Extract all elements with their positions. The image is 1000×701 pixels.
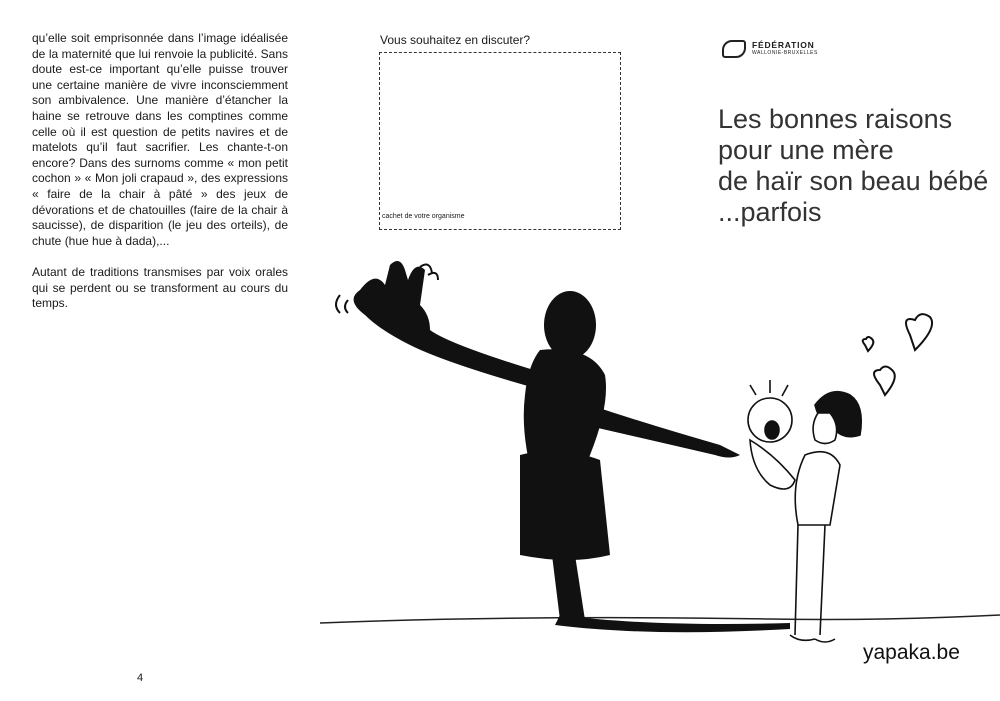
- paragraph-2: Autant de traditions transmises par voix orales qui se perdent ou se transforment au cours du temps.: [32, 264, 288, 311]
- title-line-1: Les bonnes raisons: [718, 104, 953, 134]
- website-link[interactable]: yapaka.be: [863, 641, 960, 664]
- hearts: [863, 314, 932, 395]
- title-line-2: pour une mère: [718, 135, 894, 165]
- ground-line: [320, 615, 1000, 623]
- logo-line2: WALLONIE-BRUXELLES: [752, 50, 818, 56]
- page-number: 4: [137, 672, 144, 684]
- stamp-box: [379, 52, 621, 230]
- discuss-title: Vous souhaitez en discuter?: [380, 33, 531, 47]
- stamp-label: cachet de votre organisme: [382, 213, 465, 220]
- federation-logo: [722, 40, 818, 58]
- paragraph-1: qu’elle soit emprisonnée dans l’image idéalisée de la maternité que lui renvoie la publicité. Sans doute est-ce important qu’elle puisse trouver une certaine manière de vivre inconsciemment son ambivalence. Une manière d’étancher la haine se retrouve dans les comptines comme celle où il est question de petits navires et de matelots qu’il faut sacrifier. Les chante-t-on encore? Dans des surnoms comme « mon petit cochon » « Mon joli crapaud », des expressions « faire de la chair à pâté » des jeux de dévorations et de chatouilles (faire de la chair à saucisse), de disparition (le jeu des orteils), de chute (hue hue à dada),...: [32, 31, 288, 248]
- logo-mark-icon: [722, 40, 746, 58]
- title-line-4: ...parfois: [718, 197, 822, 227]
- brochure-title: [718, 104, 998, 228]
- mother-with-baby: [748, 380, 861, 642]
- title-line-3: de haïr son beau bébé: [718, 166, 989, 196]
- left-column-text: [32, 31, 288, 327]
- mother-shadow-illustration: [320, 255, 1000, 685]
- shadow-figure: [354, 261, 790, 632]
- logo-line1: FÉDÉRATION: [752, 40, 815, 50]
